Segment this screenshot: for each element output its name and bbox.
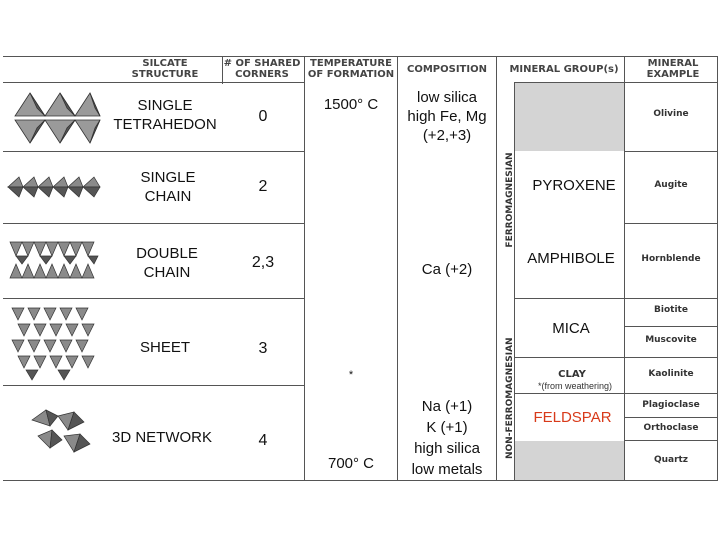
row-divider-4-mid (514, 357, 718, 358)
double-chain-icon (8, 238, 100, 282)
structure-double-chain: DOUBLE CHAIN (136, 245, 198, 281)
right-border (717, 56, 718, 481)
row-divider-4 (3, 385, 304, 386)
example-plagioclase: Plagioclase (642, 400, 700, 410)
row-divider-2 (3, 223, 304, 224)
row-divider-3-right (514, 298, 718, 299)
example-quartz: Quartz (653, 455, 689, 465)
corners-single-chain: 2 (258, 178, 268, 195)
composition-bottom: Na (+1) K (+1) high silica low metals (411, 398, 483, 478)
example-olivine: Olivine (653, 109, 689, 119)
col-divider-corners (304, 56, 305, 481)
corners-sheet: 3 (258, 340, 268, 357)
group-pyroxene: PYROXENE (532, 177, 616, 194)
olivine-group-fill (515, 83, 624, 151)
structure-3d-network: 3D NETWORK (111, 429, 212, 446)
group-clay: CLAY (558, 369, 586, 380)
structure-sheet: SHEET (139, 339, 190, 356)
corners-3d-network: 4 (258, 432, 268, 449)
row-divider-1 (3, 151, 304, 152)
group-mica: MICA (552, 320, 590, 337)
temperature-marker: * (348, 369, 354, 381)
sheet-icon (8, 304, 100, 382)
single-chain-icon (8, 175, 100, 199)
structure-single-tetrahedron: SINGLE TETRAHEDON (113, 97, 217, 133)
quartz-group-fill (515, 441, 624, 480)
row-divider-orth (624, 440, 718, 441)
3d-network-icon (28, 406, 98, 458)
header-structure: SILCATE STRUCTURE (131, 58, 199, 80)
header-group: MINERAL GROUP(s) (509, 64, 619, 75)
composition-top: low silica high Fe, Mg (+2,+3) (407, 89, 487, 144)
clay-note: *(from weathering) (537, 381, 613, 391)
example-kaolinite: Kaolinite (648, 369, 694, 379)
structure-single-chain: SINGLE CHAIN (140, 169, 196, 205)
ferromagnesian-label: FERROMAGNESIAN (505, 152, 515, 248)
row-divider-clay (514, 393, 718, 394)
header-composition: COMPOSITION (407, 64, 487, 75)
example-augite: Augite (654, 180, 688, 190)
group-amphibole: AMPHIBOLE (527, 250, 615, 267)
col-divider-structure (222, 56, 223, 84)
temperature-low: 700° C (327, 455, 375, 472)
example-hornblende: Hornblende (641, 254, 701, 264)
corners-single-tetrahedron: 0 (258, 108, 268, 125)
group-feldspar: FELDSPAR (533, 409, 612, 426)
single-tetrahedron-icon (10, 88, 100, 148)
example-orthoclase: Orthoclase (643, 423, 699, 433)
bottom-border (3, 480, 718, 481)
temperature-high: 1500° C (323, 96, 379, 113)
row-divider-2-right (624, 223, 718, 224)
non-ferromagnesian-label: NON-FERROMAGNESIAN (505, 337, 515, 459)
composition-middle: Ca (+2) (421, 261, 473, 278)
row-divider-3 (3, 298, 304, 299)
top-border (3, 56, 718, 57)
example-biotite: Biotite (654, 305, 688, 315)
corners-double-chain: 2,3 (251, 254, 275, 271)
row-divider-mica (624, 326, 718, 327)
header-example: MINERAL EXAMPLE (646, 58, 700, 80)
col-divider-composition (496, 56, 497, 481)
header-divider (3, 82, 304, 83)
header-corners: # OF SHARED CORNERS (223, 58, 301, 80)
header-temperature: TEMPERATURE OF FORMATION (307, 58, 395, 80)
row-divider-1-right (624, 151, 718, 152)
example-muscovite: Muscovite (645, 335, 697, 345)
row-divider-plag (624, 417, 718, 418)
